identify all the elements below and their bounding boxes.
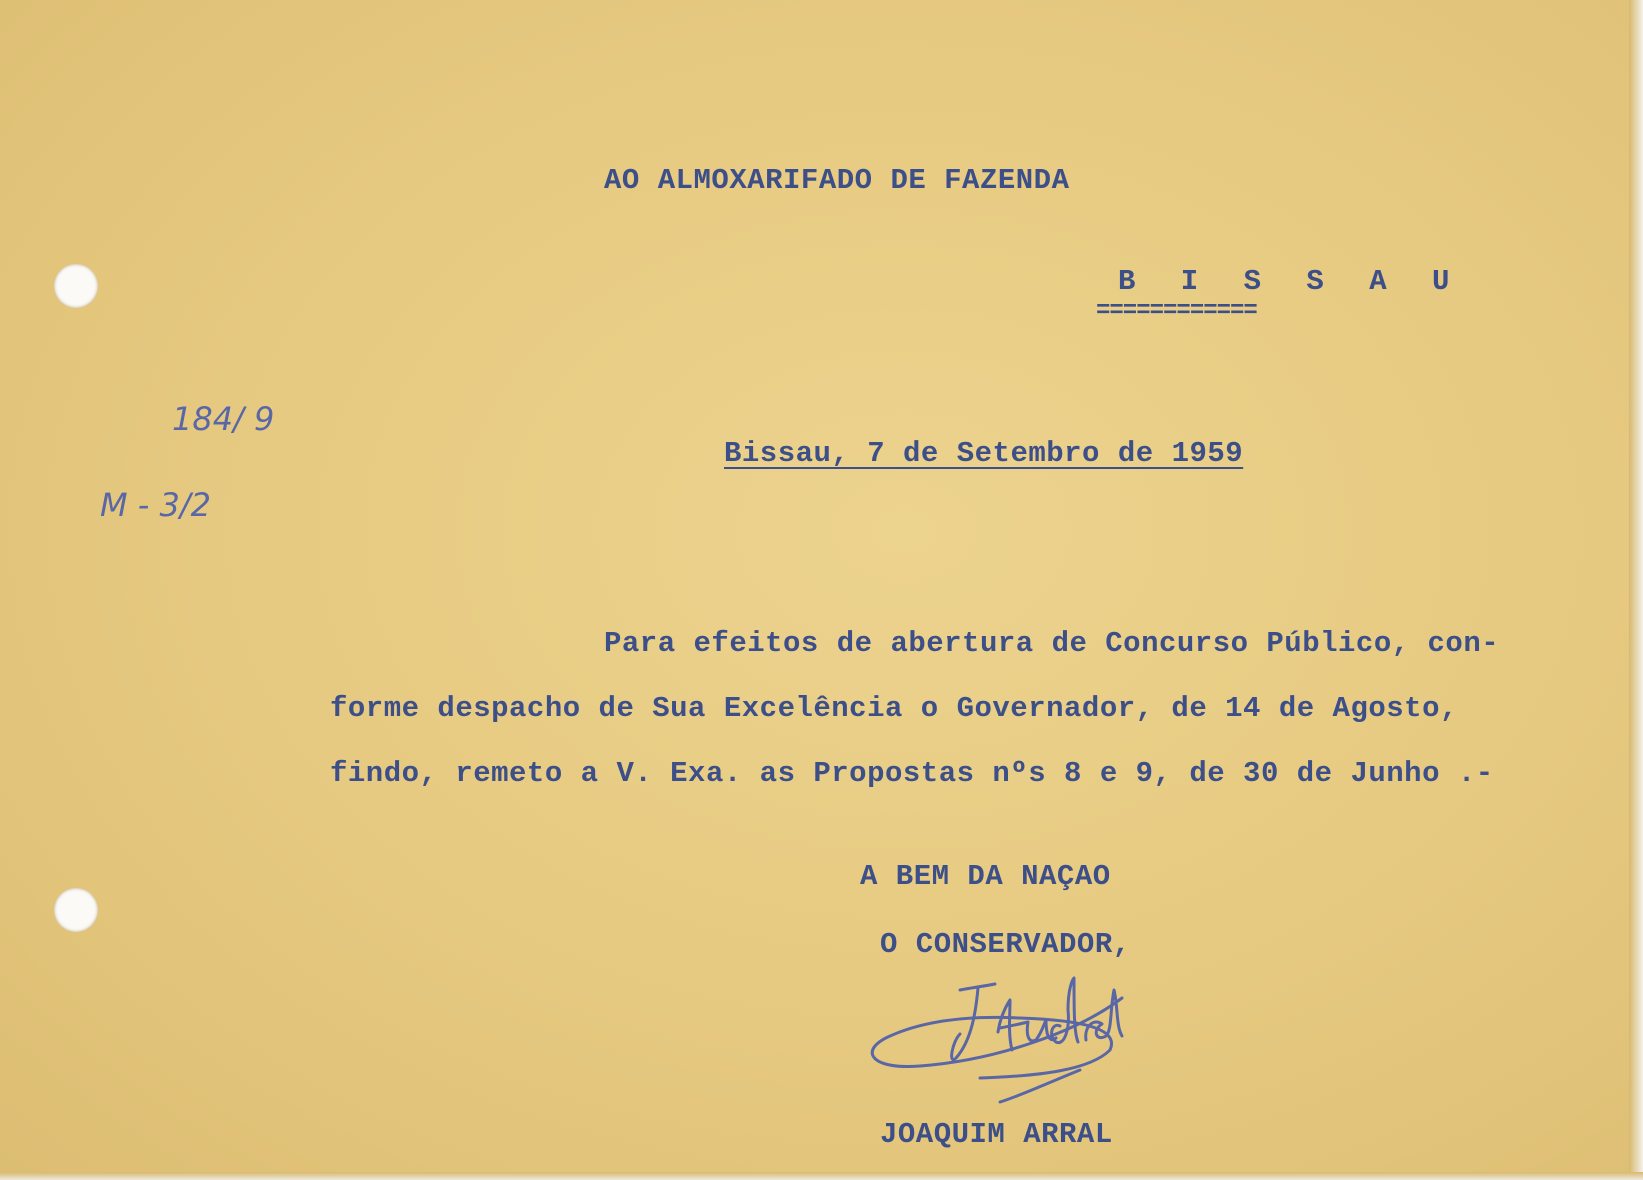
handwritten-file-code: M - 3/2 <box>100 486 211 524</box>
closing-phrase: A BEM DA NAÇAO <box>860 860 1111 893</box>
body-line-2: forme despacho de Sua Excelência o Governador, de 14 de Agosto, <box>330 692 1458 725</box>
addressee-line: AO ALMOXARIFADO DE FAZENDA <box>604 164 1070 197</box>
punch-hole-top <box>54 264 98 308</box>
signatory-name: JOAQUIM ARRAL <box>880 1118 1113 1151</box>
date-line: Bissau, 7 de Setembro de 1959 <box>724 437 1244 470</box>
page-edge-bottom <box>0 1172 1643 1180</box>
punch-hole-bottom <box>54 888 98 932</box>
body-line-1: Para efeitos de abertura de Concurso Público, con- <box>604 627 1500 660</box>
city-double-rule: ============ <box>1096 298 1257 325</box>
page-edge-right <box>1629 0 1643 1180</box>
city-heading: B I S S A U <box>1118 265 1464 298</box>
handwritten-signature <box>860 970 1180 1110</box>
handwritten-reference-number: 184/ 9 <box>172 400 275 438</box>
signatory-title: O CONSERVADOR, <box>880 928 1131 961</box>
body-line-3: findo, remeto a V. Exa. as Propostas nºs 8 e 9, de 30 de Junho .- <box>330 757 1494 790</box>
